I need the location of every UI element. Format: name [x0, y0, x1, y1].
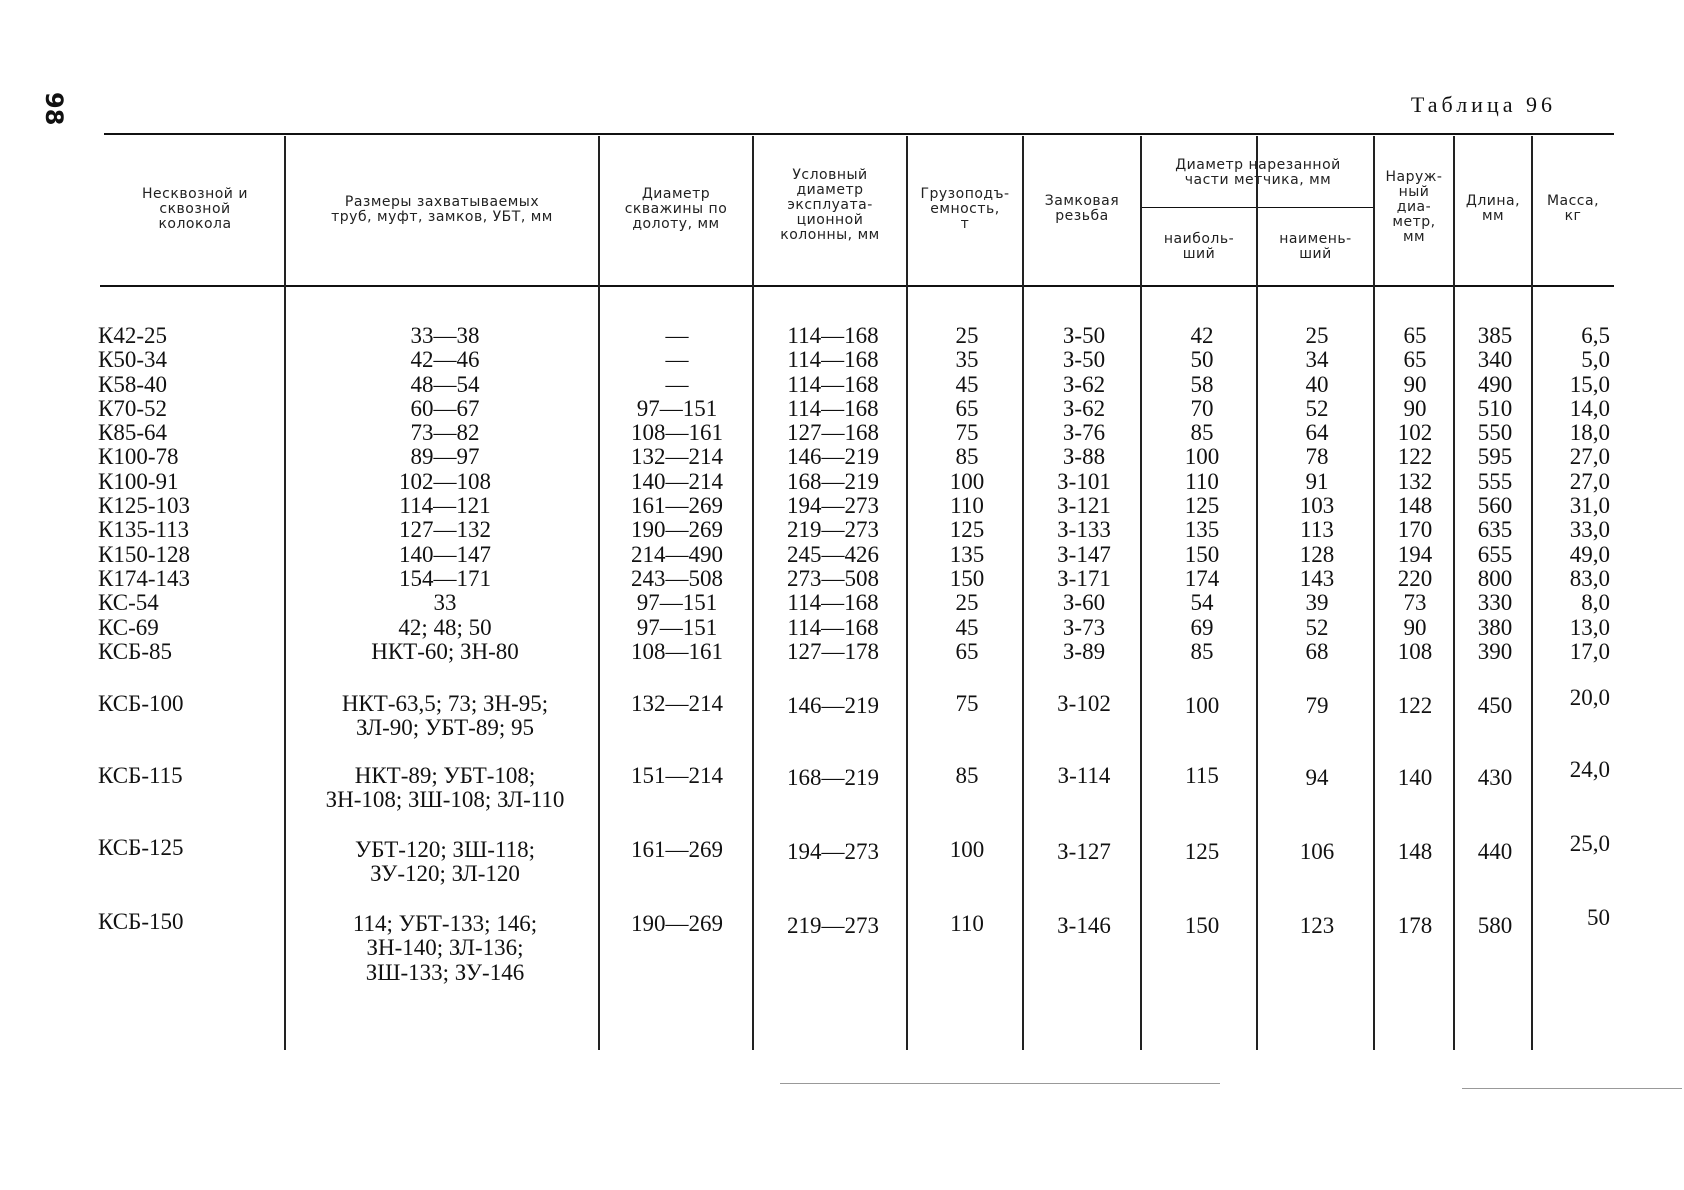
table-row-ksb125-sizes: УБТ-120; ЗШ-118; ЗУ-120; ЗЛ-120	[355, 837, 535, 887]
table-row-ksb100-thread: З-102	[1057, 691, 1111, 716]
col-line-3	[752, 136, 754, 1050]
table-row-ksb100-outer-diameter: 122	[1397, 693, 1433, 718]
table-row-ksb125-tap-max: 125	[1184, 839, 1220, 864]
header-bore: Диаметр скважины по долоту, мм	[624, 186, 728, 232]
table-row-ksb100-model: КСБ-100	[98, 691, 184, 716]
col-line-7	[1373, 136, 1375, 1050]
table-row-ksb115-mass: 24,0	[1569, 757, 1610, 782]
column-capacity: 25 35 45 65 75 85 100 110 125 135 150 25 45 65	[949, 323, 985, 664]
header-capacity: Грузоподъ- емность, т	[920, 186, 1010, 232]
table-row-ksb115-bore: 151—214	[631, 763, 723, 788]
bottom-scan-line-right	[1462, 1088, 1682, 1089]
table-row-ksb115-thread: З-114	[1057, 763, 1111, 788]
column-model: К42-25 К50-34 К58-40 К70-52 К85-64 К100-78 К100-91 К125-103 К135-113 К150-128 К174-143 КС-54 КС-69 КСБ-85	[98, 323, 190, 664]
table-row-ksb125-thread: З-127	[1057, 839, 1111, 864]
table-row-ksb150-bore: 190—269	[631, 911, 723, 936]
table-row-ksb115-tap-max: 115	[1185, 763, 1219, 788]
top-rule	[104, 133, 1614, 135]
header-bottom-rule	[100, 285, 1614, 287]
table-row-ksb100-tap-min: 79	[1305, 693, 1329, 718]
table-row-ksb100-capacity: 75	[955, 691, 979, 716]
table-row-ksb115-casing: 168—219	[787, 765, 879, 790]
column-outer-diameter: 65 65 90 90 102 122 132 148 170 194 220 73 90 108	[1397, 323, 1433, 664]
header-length: Длина, мм	[1465, 193, 1521, 224]
header-mass: Масса, кг	[1546, 193, 1600, 224]
table-row-ksb125-mass: 25,0	[1569, 831, 1610, 856]
col-line-1	[284, 136, 286, 1050]
header-tap-group: Диаметр нарезанной части метчика, мм	[1175, 157, 1341, 188]
table-row-ksb125-capacity: 100	[949, 837, 985, 862]
table-row-ksb150-casing: 219—273	[787, 913, 879, 938]
table-row-ksb150-sizes: 114; УБТ-133; 146; ЗН-140; ЗЛ-136; ЗШ-133; ЗУ-146	[352, 911, 538, 985]
col-line-5	[1022, 136, 1024, 1050]
table-row-ksb100-mass: 20,0	[1569, 685, 1610, 710]
table-row-ksb115-model: КСБ-115	[98, 763, 183, 788]
table-row-ksb150-capacity: 110	[950, 911, 984, 936]
column-thread: З-50 З-50 З-62 З-62 З-76 З-88 З-101 З-121 З-133 З-147 З-171 З-60 З-73 З-89	[1057, 323, 1111, 664]
table-row-ksb115-sizes: НКТ-89; УБТ-108; ЗН-108; ЗШ-108; ЗЛ-110	[325, 763, 565, 813]
table-row-ksb150-length: 580	[1477, 913, 1513, 938]
table-row-ksb100-tap-max: 100	[1184, 693, 1220, 718]
bottom-scan-line	[780, 1083, 1220, 1084]
column-length: 385 340 490 510 550 595 555 560 635 655 800 330 380 390	[1477, 323, 1513, 664]
header-sizes: Размеры захватываемых труб, муфт, замков, УБТ, мм	[331, 194, 553, 225]
table-row-ksb125-outer-diameter: 148	[1397, 839, 1433, 864]
table-row-ksb125-casing: 194—273	[787, 839, 879, 864]
table-row-ksb115-tap-min: 94	[1305, 765, 1329, 790]
header-casing: Условный диаметр эксплуата- ционной колонны, мм	[780, 167, 880, 243]
header-tap-min: наимень- ший	[1279, 231, 1352, 262]
table-row-ksb100-sizes: НКТ-63,5; 73; ЗН-95; ЗЛ-90; УБТ-89; 95	[341, 691, 549, 741]
page-number: 98	[40, 92, 68, 126]
table-row-ksb115-length: 430	[1477, 765, 1513, 790]
header-tap-max: наиболь- ший	[1163, 231, 1235, 262]
column-sizes: 33—38 42—46 48—54 60—67 73—82 89—97 102—108 114—121 127—132 140—147 154—171 33 42; 48; 50 НКТ-60; ЗН-80	[371, 323, 519, 664]
table-row-ksb150-mass: 50	[1587, 905, 1610, 930]
table-row-ksb100-length: 450	[1477, 693, 1513, 718]
table-row-ksb125-tap-min: 106	[1299, 839, 1335, 864]
col-line-6	[1140, 136, 1142, 1050]
column-mass: 6,5 5,0 15,0 14,0 18,0 27,0 27,0 31,0 33,0 49,0 83,0 8,0 13,0 17,0	[1569, 323, 1610, 664]
header-thread: Замковая резьба	[1044, 193, 1120, 224]
column-tap-min: 25 34 40 52 64 78 91 103 113 128 143 39 52 68	[1299, 323, 1335, 664]
table-row-ksb150-outer-diameter: 178	[1397, 913, 1433, 938]
table-row-ksb125-length: 440	[1477, 839, 1513, 864]
table-row-ksb125-bore: 161—269	[631, 837, 723, 862]
table-row-ksb150-model: КСБ-150	[98, 909, 184, 934]
column-bore: — — — 97—151 108—161 132—214 140—214 161—269 190—269 214—490 243—508 97—151 97—151 108—161	[631, 323, 723, 664]
column-casing: 114—168 114—168 114—168 114—168 127—168 146—219 168—219 194—273 219—273 245—426 273—508 114—168 114—168 127—178	[787, 323, 879, 664]
table-row-ksb115-capacity: 85	[955, 763, 979, 788]
table-row-ksb100-bore: 132—214	[631, 691, 723, 716]
table-row-ksb125-model: КСБ-125	[98, 835, 184, 860]
table-row-ksb100-casing: 146—219	[787, 693, 879, 718]
table-row-ksb150-tap-min: 123	[1299, 913, 1335, 938]
header-model: Несквозной и сквозной колокола	[142, 186, 248, 232]
table-row-ksb150-thread: З-146	[1057, 913, 1111, 938]
column-tap-max: 42 50 58 70 85 100 110 125 135 150 174 54 69 85	[1184, 323, 1220, 664]
header-outer-diameter: Наруж- ный диа- метр, мм	[1385, 169, 1443, 245]
table-row-ksb150-tap-max: 150	[1184, 913, 1220, 938]
table-row-ksb115-outer-diameter: 140	[1397, 765, 1433, 790]
table-title: Таблица 96	[1410, 92, 1556, 117]
